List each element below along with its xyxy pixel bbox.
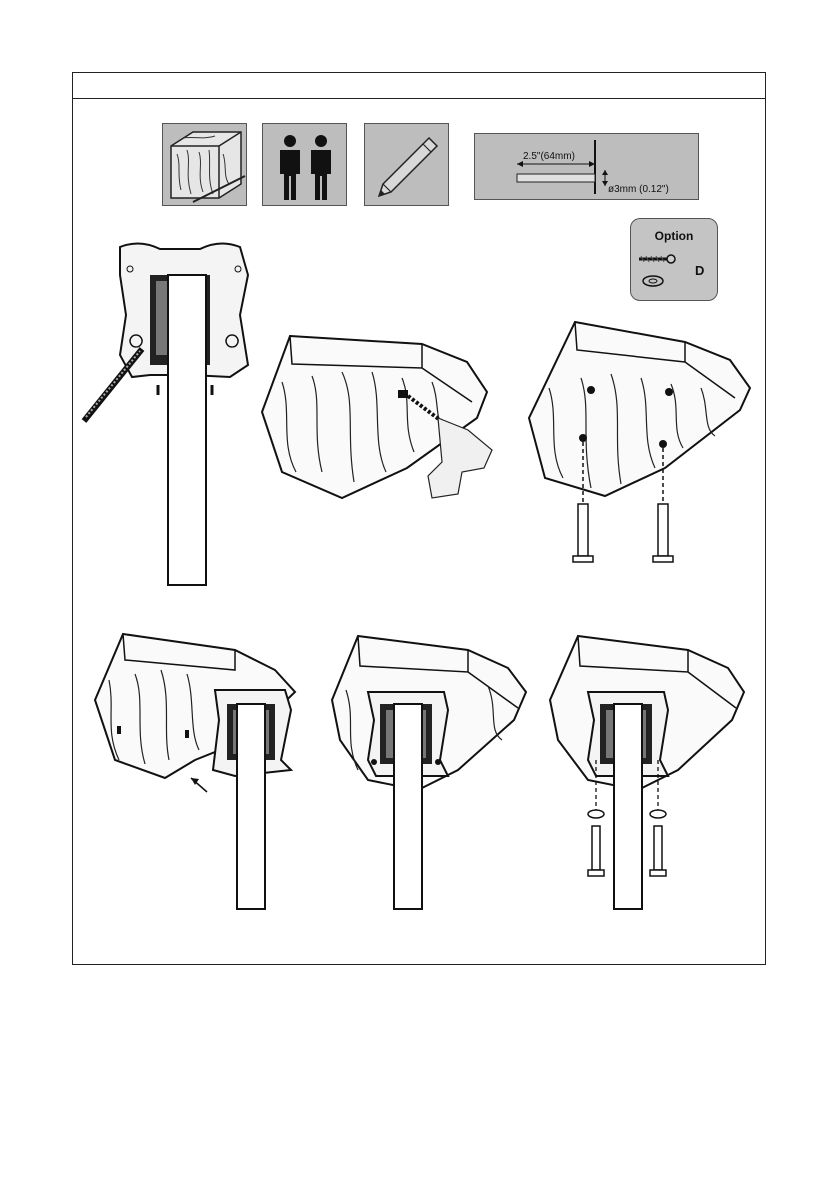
option-part-letter: D [695,263,705,278]
step5-plate-mounted-illustration [328,630,528,915]
screw-washer-icon [631,219,719,302]
step3-lag-bolts-illustration [525,318,755,578]
step6-secure-bolts-illustration [548,630,748,915]
two-people-icon [262,123,347,206]
step4-attach-plate-illustration [95,630,305,915]
option-title: Option [654,229,694,243]
step2-drill-wood-illustration [262,322,512,512]
drill-depth-icon [474,133,699,200]
page-header-bar [73,73,765,99]
pencil-icon [364,123,449,206]
drill-diameter-label: ø3mm (0.12") [608,184,669,195]
drill-depth-label: 2.5"(64mm) [523,151,575,162]
option-hardware-box [630,218,718,301]
step1-mount-plate-illustration [80,235,280,595]
wood-stud-icon [162,123,247,206]
